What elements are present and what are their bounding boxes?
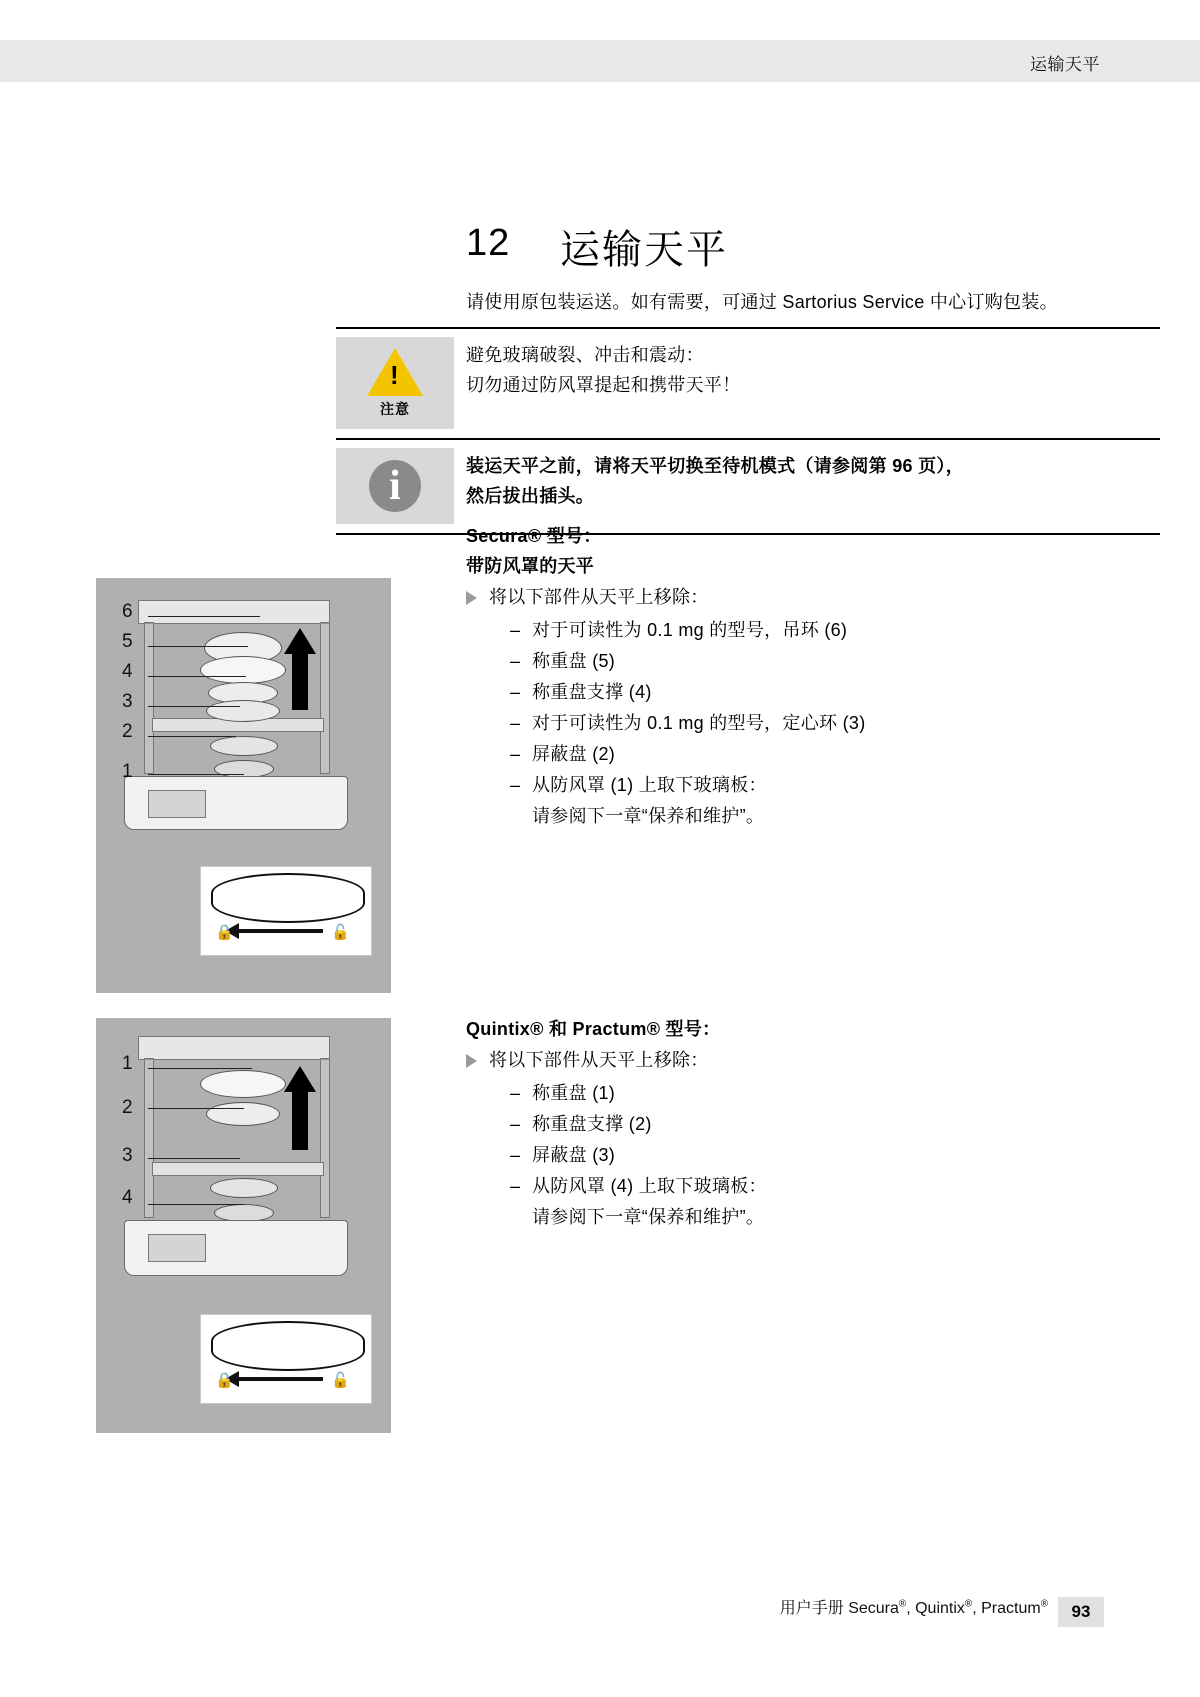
section-2-action-row (466, 1046, 709, 1072)
balance-display (148, 790, 206, 818)
list-item: – 从防风罩 (1) 上取下玻璃板： (510, 775, 767, 795)
detail-lock-diagram (200, 866, 372, 956)
section-1-heading (466, 522, 602, 548)
draft-shield-post-left (144, 1058, 154, 1218)
info-notice-line-2: 然后拔出插头。 (466, 486, 595, 506)
section-1-item-3: 对于可读性为 0.1 mg 的型号，定心环 (3) (532, 713, 866, 733)
draft-shield-top (138, 600, 330, 624)
figure-1-callout-2: 2 (122, 721, 133, 742)
figure-2-callout-1: 1 (122, 1053, 133, 1074)
footer-text-mid1: , Quintix (906, 1600, 965, 1617)
section-2-item-list (510, 1078, 767, 1233)
registered-mark: ® (898, 1598, 907, 1610)
lock-closed-icon: 🔒 (215, 924, 234, 941)
footer-text-mid2: , Practum (972, 1600, 1041, 1617)
warning-notice-line-2: 切勿通过防风罩提起和携带天平！ (466, 375, 741, 395)
section-1-heading-text: Secura® 型号： (466, 526, 602, 546)
figure-1-callout-1: 1 (122, 761, 133, 782)
section-1-subheading: 带防风罩的天平 (466, 556, 595, 576)
part-shield-disk (210, 1178, 278, 1198)
figure-1-callout-3: 3 (122, 691, 133, 712)
lift-arrow-head-icon (284, 1066, 316, 1092)
section-2-heading: Quintix® 和 Practum® 型号： (466, 1019, 721, 1039)
leader-line-1 (148, 1068, 252, 1069)
lift-arrow-shaft (292, 1088, 308, 1150)
triangle-bullet-icon (466, 591, 477, 605)
section-1-item-2: 称重盘支撑 (4) (532, 682, 652, 702)
part-weighing-pan (200, 656, 286, 684)
leader-line-5 (148, 646, 248, 647)
lock-open-icon: 🔓 (331, 1372, 350, 1389)
draft-shield-post-left (144, 622, 154, 774)
warning-notice-text (466, 340, 741, 400)
leader-line-2 (148, 1108, 244, 1109)
warning-icon-box (336, 337, 454, 429)
draft-shield-shelf (152, 1162, 324, 1176)
detail-arrow-shaft (237, 929, 323, 933)
part-pan-support (206, 1102, 280, 1126)
list-item: – 称重盘支撑 (4) (510, 682, 652, 702)
info-circle-icon (369, 460, 421, 512)
draft-shield-top (138, 1036, 330, 1060)
info-notice-text (466, 451, 964, 511)
chapter-number: 12 (466, 222, 511, 264)
footer-text-before: 用户手册 Secura (779, 1600, 899, 1617)
draft-shield-post-right (320, 622, 330, 774)
section-2-subitem: 请参阅下一章“保养和维护”。 (532, 1207, 765, 1227)
divider-middle (336, 438, 1160, 440)
section-1-subitem: 请参阅下一章“保养和维护”。 (532, 806, 765, 826)
list-item: – 屏蔽盘 (2) (510, 744, 616, 764)
detail-arrow-shaft (237, 1377, 323, 1381)
figure-quintix-practum-balance (96, 1018, 391, 1433)
list-item: – 称重盘支撑 (2) (510, 1114, 652, 1134)
chapter-intro-text: 请使用原包装运送。如有需要，可通过 Sartorius Service 中心订购包装。 (466, 292, 1058, 312)
registered-mark: ® (964, 1598, 973, 1610)
section-2-item-2: 屏蔽盘 (3) (532, 1145, 616, 1165)
section-1-item-0: 对于可读性为 0.1 mg 的型号，吊环 (6) (532, 620, 848, 640)
section-1-item-list (510, 615, 866, 832)
lift-arrow-shaft (292, 650, 308, 710)
list-item (510, 801, 866, 832)
leader-line-4 (148, 676, 246, 677)
list-item: – 从防风罩 (4) 上取下玻璃板： (510, 1176, 767, 1196)
triangle-bullet-icon (466, 1054, 477, 1068)
page-number-badge: 93 (1058, 1597, 1104, 1627)
section-1-item-5: 从防风罩 (1) 上取下玻璃板： (532, 775, 767, 795)
info-notice-line-1: 装运天平之前，请将天平切换至待机模式（请参阅第 96 页）， (466, 456, 965, 476)
running-header-title: 运输天平 (1030, 55, 1100, 74)
detail-ring (211, 873, 365, 923)
lock-closed-icon: 🔒 (215, 1372, 234, 1389)
detail-ring (211, 1321, 365, 1371)
balance-display (148, 1234, 206, 1262)
warning-icon-label: 注意 (380, 400, 410, 417)
figure-2-callout-4: 4 (122, 1187, 133, 1208)
section-2-item-0: 称重盘 (1) (532, 1083, 616, 1103)
figure-2-callout-3: 3 (122, 1145, 133, 1166)
leader-line-2 (148, 736, 236, 737)
lock-open-icon: 🔓 (331, 924, 350, 941)
list-item: – 称重盘 (5) (510, 651, 616, 671)
leader-line-1 (148, 774, 244, 775)
warning-triangle-icon (367, 348, 423, 396)
figure-1-callout-6: 6 (122, 601, 133, 622)
list-item: – 对于可读性为 0.1 mg 的型号，吊环 (6) (510, 620, 848, 640)
list-item: – 屏蔽盘 (3) (510, 1145, 616, 1165)
list-item (510, 1202, 767, 1233)
section-1-item-1: 称重盘 (5) (532, 651, 616, 671)
list-item: – 对于可读性为 0.1 mg 的型号，定心环 (3) (510, 713, 866, 733)
list-item: – 称重盘 (1) (510, 1083, 616, 1103)
figure-2-callout-2: 2 (122, 1097, 133, 1118)
lift-arrow-head-icon (284, 628, 316, 654)
section-1-action-text: 将以下部件从天平上移除： (489, 587, 709, 607)
section-2-item-1: 称重盘支撑 (2) (532, 1114, 652, 1134)
section-1-action-row (466, 583, 709, 609)
leader-line-6 (148, 616, 260, 617)
part-shield-disk (210, 736, 278, 756)
leader-line-3 (148, 706, 240, 707)
figure-1-callout-5: 5 (122, 631, 133, 652)
warning-notice-line-1: 避免玻璃破裂、冲击和震动： (466, 345, 704, 365)
divider-bottom (336, 533, 1160, 535)
header-band (0, 40, 1200, 82)
info-icon-box (336, 448, 454, 524)
leader-line-3 (148, 1158, 240, 1159)
part-weighing-pan (200, 1070, 286, 1098)
registered-mark: ® (1040, 1598, 1048, 1610)
section-1-item-4: 屏蔽盘 (2) (532, 744, 616, 764)
part-centering-ring (206, 700, 280, 722)
detail-lock-diagram (200, 1314, 372, 1404)
draft-shield-post-right (320, 1058, 330, 1218)
figure-1-callout-4: 4 (122, 661, 133, 682)
figure-secura-balance (96, 578, 391, 993)
chapter-title: 运输天平 (560, 228, 728, 272)
footer-text (780, 1595, 1048, 1618)
divider-top (336, 327, 1160, 329)
section-2-action-text: 将以下部件从天平上移除： (489, 1050, 709, 1070)
leader-line-4 (148, 1204, 244, 1205)
section-2-item-3: 从防风罩 (4) 上取下玻璃板： (532, 1176, 767, 1196)
